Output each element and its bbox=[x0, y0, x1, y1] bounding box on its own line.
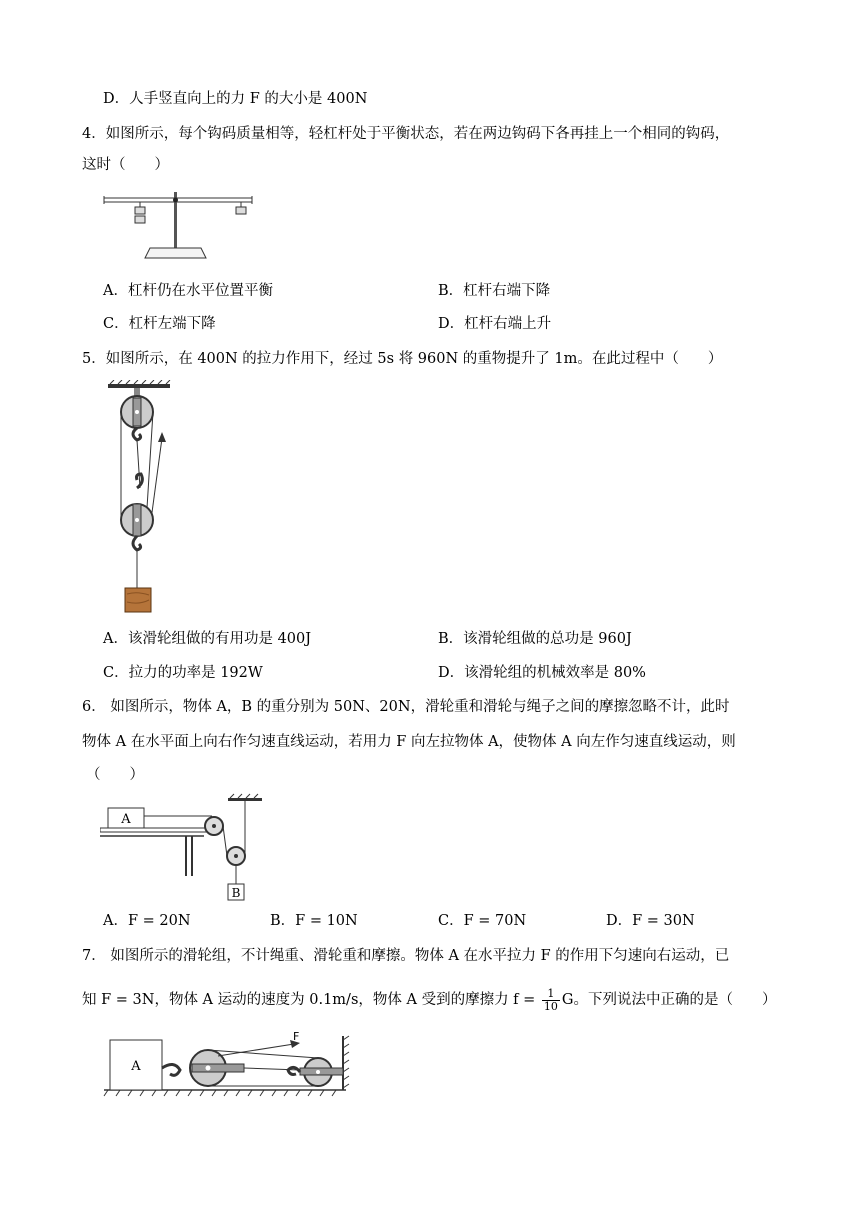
horizontal-pulley-figure bbox=[100, 1030, 355, 1105]
q7-stem-line2 bbox=[82, 986, 777, 1014]
q6-option-b: B．F = 10N bbox=[270, 913, 358, 929]
lever-figure bbox=[100, 188, 260, 268]
q5-option-a: A．该滑轮组做的有用功是 400J bbox=[103, 631, 312, 647]
q4-stem-line1: 4．如图所示，每个钩码质量相等，轻杠杆处于平衡状态，若在两边钩码下各再挂上一个相同的钩码， bbox=[82, 126, 730, 142]
q6-stem-line1: 6． 如图所示，物体 A，B 的重分别为 50N、20N，滑轮重和滑轮与绳子之间的摩擦忽略不计，此时 bbox=[82, 699, 730, 715]
q4-option-a: A．杠杆仍在水平位置平衡 bbox=[103, 283, 273, 299]
q5-stem: 5．如图所示，在 400N 的拉力作用下，经过 5s 将 960N 的重物提升了 1m。在此过程中（ ） bbox=[82, 351, 723, 367]
q3-option-d: D．人手竖直向上的力 F 的大小是 400N bbox=[103, 91, 368, 107]
q7-stem-line1: 7． 如图所示的滑轮组，不计绳重、滑轮重和摩擦。物体 A 在水平拉力 F 的作用下匀速向右运动，已 bbox=[82, 948, 730, 964]
q7-block-a-label: A bbox=[131, 1059, 141, 1074]
friction-fraction bbox=[542, 988, 560, 1013]
q6-option-d: D．F = 30N bbox=[606, 913, 695, 929]
q4-stem-line2: 这时（ ） bbox=[82, 157, 169, 173]
q5-option-c: C．拉力的功率是 192W bbox=[103, 665, 263, 681]
q5-option-b: B．该滑轮组做的总功是 960J bbox=[438, 631, 632, 647]
q7-stem-line2-post: G。下列说法中正确的是（ ） bbox=[561, 992, 777, 1008]
pulley-system-figure bbox=[100, 380, 190, 620]
q6-stem-line3: （ ） bbox=[86, 767, 144, 783]
q6-option-c: C．F = 70N bbox=[438, 913, 527, 929]
q4-option-d: D．杠杆右端上升 bbox=[438, 316, 552, 332]
q6-option-a: A．F = 20N bbox=[103, 913, 191, 929]
force-f-label: F bbox=[293, 1030, 300, 1043]
block-a-label: A bbox=[121, 812, 131, 827]
q7-stem-line2-pre: 知 F = 3N，物体 A 运动的速度为 0.1m/s，物体 A 受到的摩擦力 f = bbox=[82, 992, 540, 1008]
table-pulley-figure bbox=[100, 790, 270, 910]
q4-option-c: C．杠杆左端下降 bbox=[103, 316, 216, 332]
fraction-denominator: 10 bbox=[543, 999, 558, 1013]
q5-option-d: D．该滑轮组的机械效率是 80% bbox=[438, 665, 646, 681]
q6-stem-line2: 物体 A 在水平面上向右作匀速直线运动，若用力 F 向左拉物体 A，使物体 A 向左作匀速直线运动，则 bbox=[82, 734, 736, 750]
block-b-label: B bbox=[231, 886, 241, 900]
fraction-numerator: 1 bbox=[542, 988, 560, 1001]
q4-option-b: B．杠杆右端下降 bbox=[438, 283, 551, 299]
